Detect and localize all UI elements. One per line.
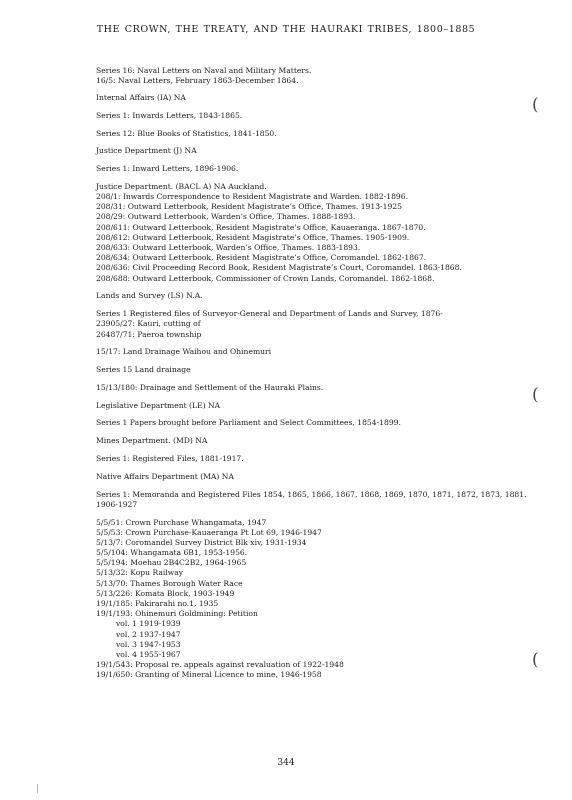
running-header: THE CROWN, THE TREATY, AND THE HAURAKI TRIBES, 1800–1885 (96, 24, 476, 35)
margin-mark: ( (532, 650, 539, 670)
entry-line: Legislative Department (LE) NA (96, 400, 221, 410)
margin-mark: ( (532, 385, 539, 405)
entry-line: 5/5/53: Crown Purchase-Kauaeranga Pt Lot 69, 1946-1947 (96, 527, 322, 537)
entry-line: Series 16: Naval Letters on Naval and Military Matters. (96, 66, 312, 75)
entry-line: 208/612: Outward Letterbook, Resident Magistrate’s Office, Thames. 1905-1909. (96, 232, 410, 242)
entry-line: Series 1: Memoranda and Registered Files 1854, 1865, 1866, 1867, 1868, 1869, 1870, 1871, 1872, 1873, 1881. (96, 489, 527, 499)
entry-line: 5/13/32: Kopu Railway (96, 568, 184, 578)
entry-line: 208/29: Outward Letterbook, Warden’s Office, Thames. 1888-1893. (96, 212, 356, 222)
entry-line: vol. 1 1919-1939 (116, 619, 181, 629)
entry-line: vol. 4 1955-1967 (116, 649, 181, 659)
entry-line: 16/5: Naval Letters, February 1863-December 1864. (96, 76, 299, 86)
margin-mark: ( (532, 95, 539, 115)
entry-line: Series 12: Blue Books of Statistics, 1841-1850. (96, 128, 277, 138)
entry-line: Series 1: Inwards Letters, 1843-1865. (96, 110, 243, 120)
entry-line: 208/31: Outward Letterbook, Resident Magistrate’s Office, Thames. 1913-1925 (96, 202, 402, 212)
entry-line: Series 1 Papers brought before Parliament and Select Committees, 1854-1899. (96, 418, 401, 428)
entry-line: 19/1/193: Ohinemuri Goldmining: Petition (96, 609, 258, 619)
entry-line: 208/636: Civil Proceeding Record Book, Resident Magistrate’s Court, Coromandel. 1863-1868. (96, 263, 462, 273)
entry-line: 5/5/194: Moehau 2B4C2B2, 1964-1965 (96, 558, 247, 568)
entry-line: Internal Affairs (IA) NA (96, 92, 186, 102)
entry-line: 26487/71: Paeroa township (96, 329, 202, 339)
entry-line: vol. 3 1947-1953 (116, 639, 181, 649)
entry-line: 5/13/226: Komata Block, 1903-1949 (96, 588, 235, 598)
bibliography-list (96, 66, 536, 681)
entry-line: 208/688: Outward Letterbook, Commissioner of Crown Lands, Coromandel. 1862-1868. (96, 273, 435, 283)
entry-line: Series 15 Land drainage (96, 365, 191, 375)
entry-line: vol. 2 1937-1947 (116, 629, 181, 639)
entry-line: 208/633: Outward Letterbook, Warden’s Office, Thames. 1883-1893. (96, 243, 361, 252)
entry-line: 5/5/104: Whangamata 6B1, 1953-1956. (96, 548, 248, 558)
entry-line: 15/13/180: Drainage and Settlement of the Hauraki Plains. (96, 382, 324, 392)
entry-line: 19/1/650: Granting of Mineral Licence to mine, 1946-1958 (96, 670, 322, 680)
entry-line: 5/13/70: Thames Borough Water Race (96, 578, 243, 588)
page-number: 344 (277, 758, 295, 768)
entry-line: 208/634: Outward Letterbook, Resident Magistrate’s Office, Coromandel. 1862-1867. (96, 253, 427, 263)
entry-line: Series 1: Registered Files, 1881-1917. (96, 453, 244, 463)
entry-line: Justice Department. (BACL A) NA Auckland. (96, 181, 267, 191)
entry-line: Justice Department (J) NA (96, 146, 197, 156)
entry-line: Lands and Survey (LS) N.A. (96, 291, 203, 301)
entry-line: 5/5/51: Crown Purchase Whangamata, 1947 (96, 517, 267, 527)
entry-line: Native Affairs Department (MA) NA (96, 471, 234, 481)
entry-line: 19/1/543: Proposal re. appeals against revaluation of 1922-1948 (96, 660, 344, 670)
entry-line: 19/1/185: Pakirarahi no.1, 1935 (96, 599, 219, 608)
entry-line: 1906-1927 (96, 499, 138, 509)
entry-line: 5/13/7: Coromandel Survey District Blk xiv, 1931-1934 (96, 537, 307, 547)
entry-line: Series 1: Inward Letters, 1896-1906. (96, 164, 239, 174)
entry-line: 208/611: Outward Letterbook, Resident Magistrate’s Office, Kauaeranga. 1867-1870. (96, 222, 426, 232)
entry-line: 208/1: Inwards Correspondence to Resident Magistrate and Warden. 1882-1896. (96, 192, 408, 202)
entry-line: 15/17: Land Drainage Waihou and Ohinemuri (96, 347, 272, 357)
entry-line: Series 1 Registered files of Surveyor-General and Department of Lands and Survey, 1876- (96, 309, 443, 319)
entry-line: 23905/27: Kauri, cutting of (96, 319, 201, 329)
entry-line: Mines Department. (MD) NA (96, 436, 208, 446)
scan-mark (37, 784, 38, 793)
